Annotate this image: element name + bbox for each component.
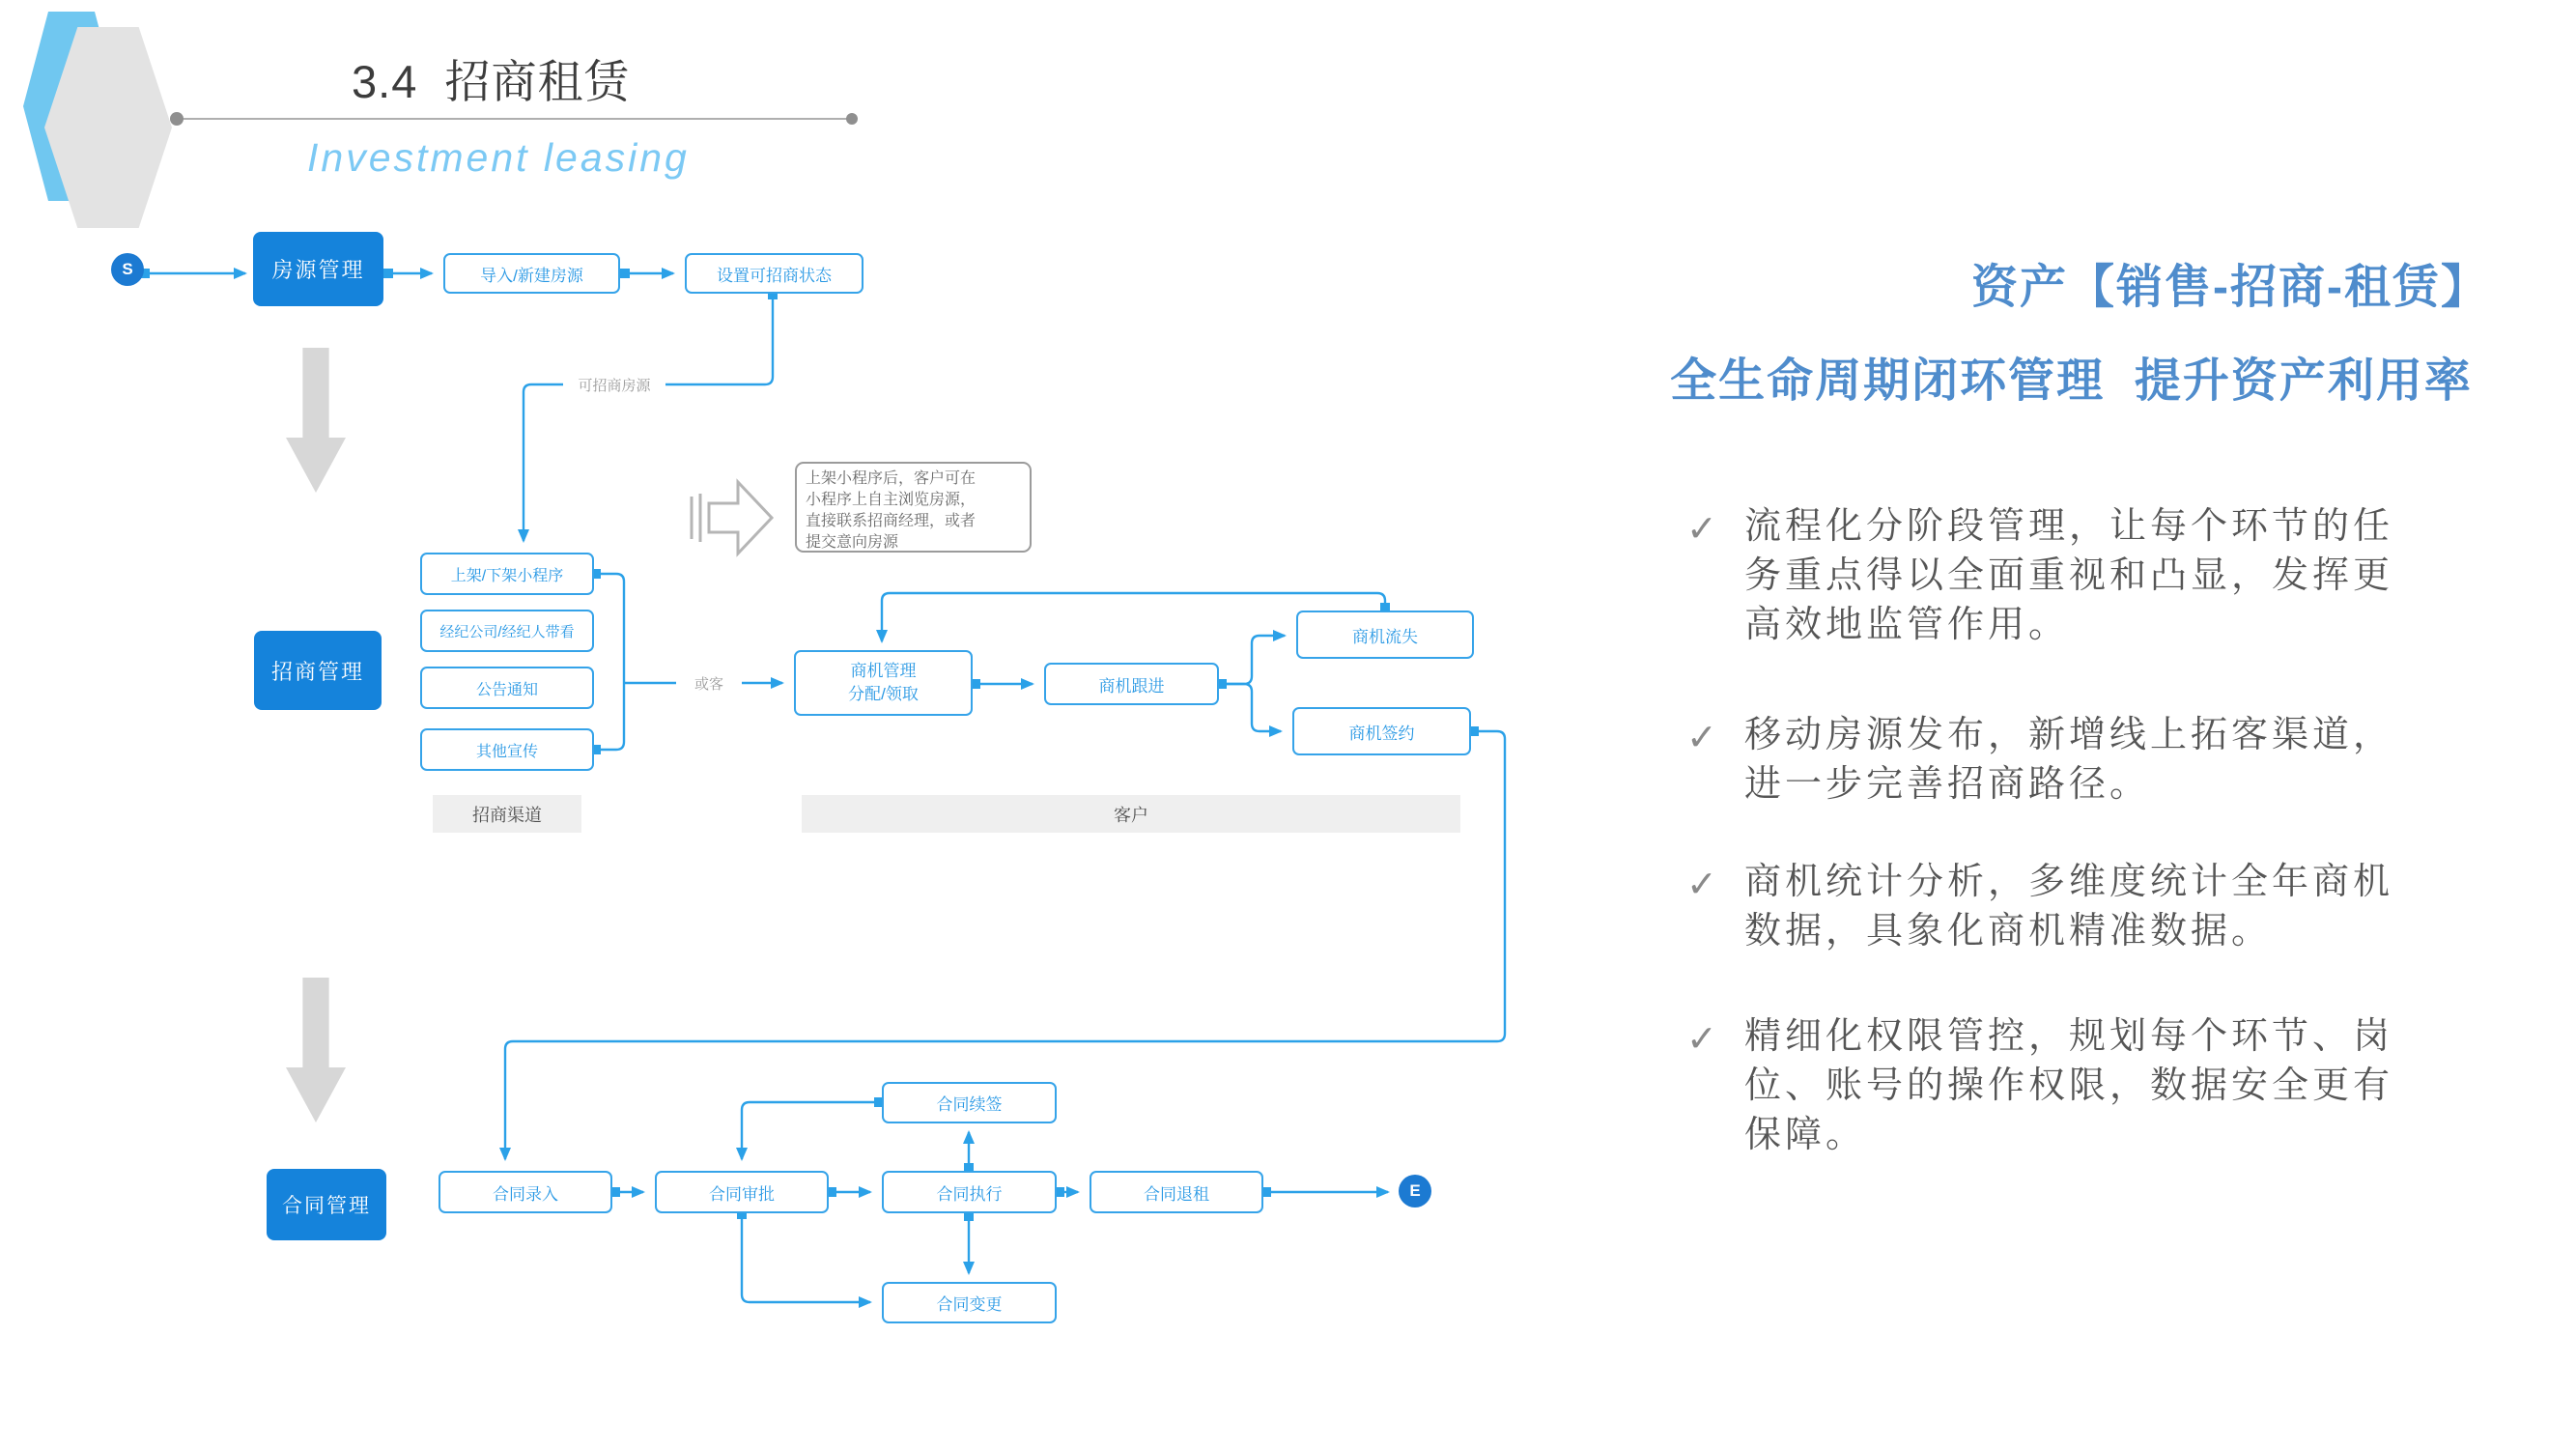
channel-announcement: 公告通知	[420, 667, 594, 709]
channel-agency-viewing: 经纪公司/经纪人带看	[420, 610, 594, 652]
panel-title-line2: 全生命周期闭环管理 提升资产利用率	[1670, 355, 2473, 407]
step-set-leasable-status: 设置可招商状态	[685, 253, 863, 294]
check-icon: ✓	[1686, 863, 1717, 905]
edge-label-acquire-customer: 或客	[676, 671, 742, 695]
channel-mini-program: 上架/下架小程序	[420, 553, 594, 595]
check-icon: ✓	[1686, 507, 1717, 550]
check-icon: ✓	[1686, 716, 1717, 758]
connector-joints	[140, 269, 1479, 1221]
page-subtitle: Investment leasing	[307, 135, 690, 180]
step-opportunity-lost: 商机流失	[1296, 611, 1474, 659]
end-terminal: E	[1399, 1175, 1431, 1208]
check-icon: ✓	[1686, 1017, 1717, 1060]
bullet-line: 商机统计分析，多维度统计全年商机	[1744, 862, 2394, 902]
panel-title-line1: 资产【销售-招商-租赁】	[1971, 262, 2489, 313]
note-line: 上架小程序后，客户可在	[806, 470, 977, 487]
stage-box-contract: 合同管理	[267, 1169, 386, 1240]
bullet-line: 移动房源发布，新增线上拓客渠道，	[1744, 715, 2394, 755]
note-line: 直接联系招商经理，或者	[806, 513, 977, 529]
step-contract-entry: 合同录入	[439, 1171, 612, 1213]
note-line: 小程序上自主浏览房源，	[806, 492, 977, 508]
bullet-line: 位、账号的操作权限，数据安全更有	[1744, 1065, 2394, 1106]
bullet-line: 流程化分阶段管理，让每个环节的任	[1744, 506, 2394, 547]
step-import-property: 导入/新建房源	[443, 253, 620, 294]
step-contract-change: 合同变更	[882, 1282, 1057, 1323]
step-opportunity-sign: 商机签约	[1292, 707, 1471, 755]
step-opportunity-manage	[794, 650, 973, 716]
opportunity-manage-line2: 分配/领取	[848, 685, 919, 703]
edge-label-available-property: 可招商房源	[563, 373, 665, 396]
step-contract-renewal: 合同续签	[882, 1082, 1057, 1123]
note-pointer-icon	[692, 482, 772, 554]
band-customer: 客户	[802, 795, 1460, 833]
mini-program-note	[795, 462, 1032, 553]
bullet-line: 进一步完善招商路径。	[1744, 764, 2151, 805]
band-leasing-channels: 招商渠道	[433, 795, 581, 833]
page-title: 3.4 招商租赁	[352, 56, 631, 107]
start-terminal: S	[111, 253, 144, 286]
stage-box-property: 房源管理	[253, 232, 383, 306]
bullet-line: 数据，具象化商机精准数据。	[1744, 911, 2273, 952]
bullet-line: 高效地监管作用。	[1744, 605, 2070, 645]
step-opportunity-follow: 商机跟进	[1044, 663, 1219, 705]
step-contract-approval: 合同审批	[655, 1171, 829, 1213]
bullet-line: 务重点得以全面重视和凸显，发挥更	[1744, 555, 2394, 596]
note-line: 提交意向房源	[806, 534, 899, 551]
stage-box-leasing: 招商管理	[254, 631, 382, 710]
channel-other-promotion: 其他宣传	[420, 728, 594, 771]
bullet-line: 保障。	[1744, 1115, 1867, 1155]
step-contract-termination: 合同退租	[1090, 1171, 1263, 1213]
step-contract-execution: 合同执行	[882, 1171, 1057, 1213]
opportunity-manage-line1: 商机管理	[850, 662, 917, 680]
bullet-line: 精细化权限管控，规划每个环节、岗	[1744, 1016, 2394, 1057]
